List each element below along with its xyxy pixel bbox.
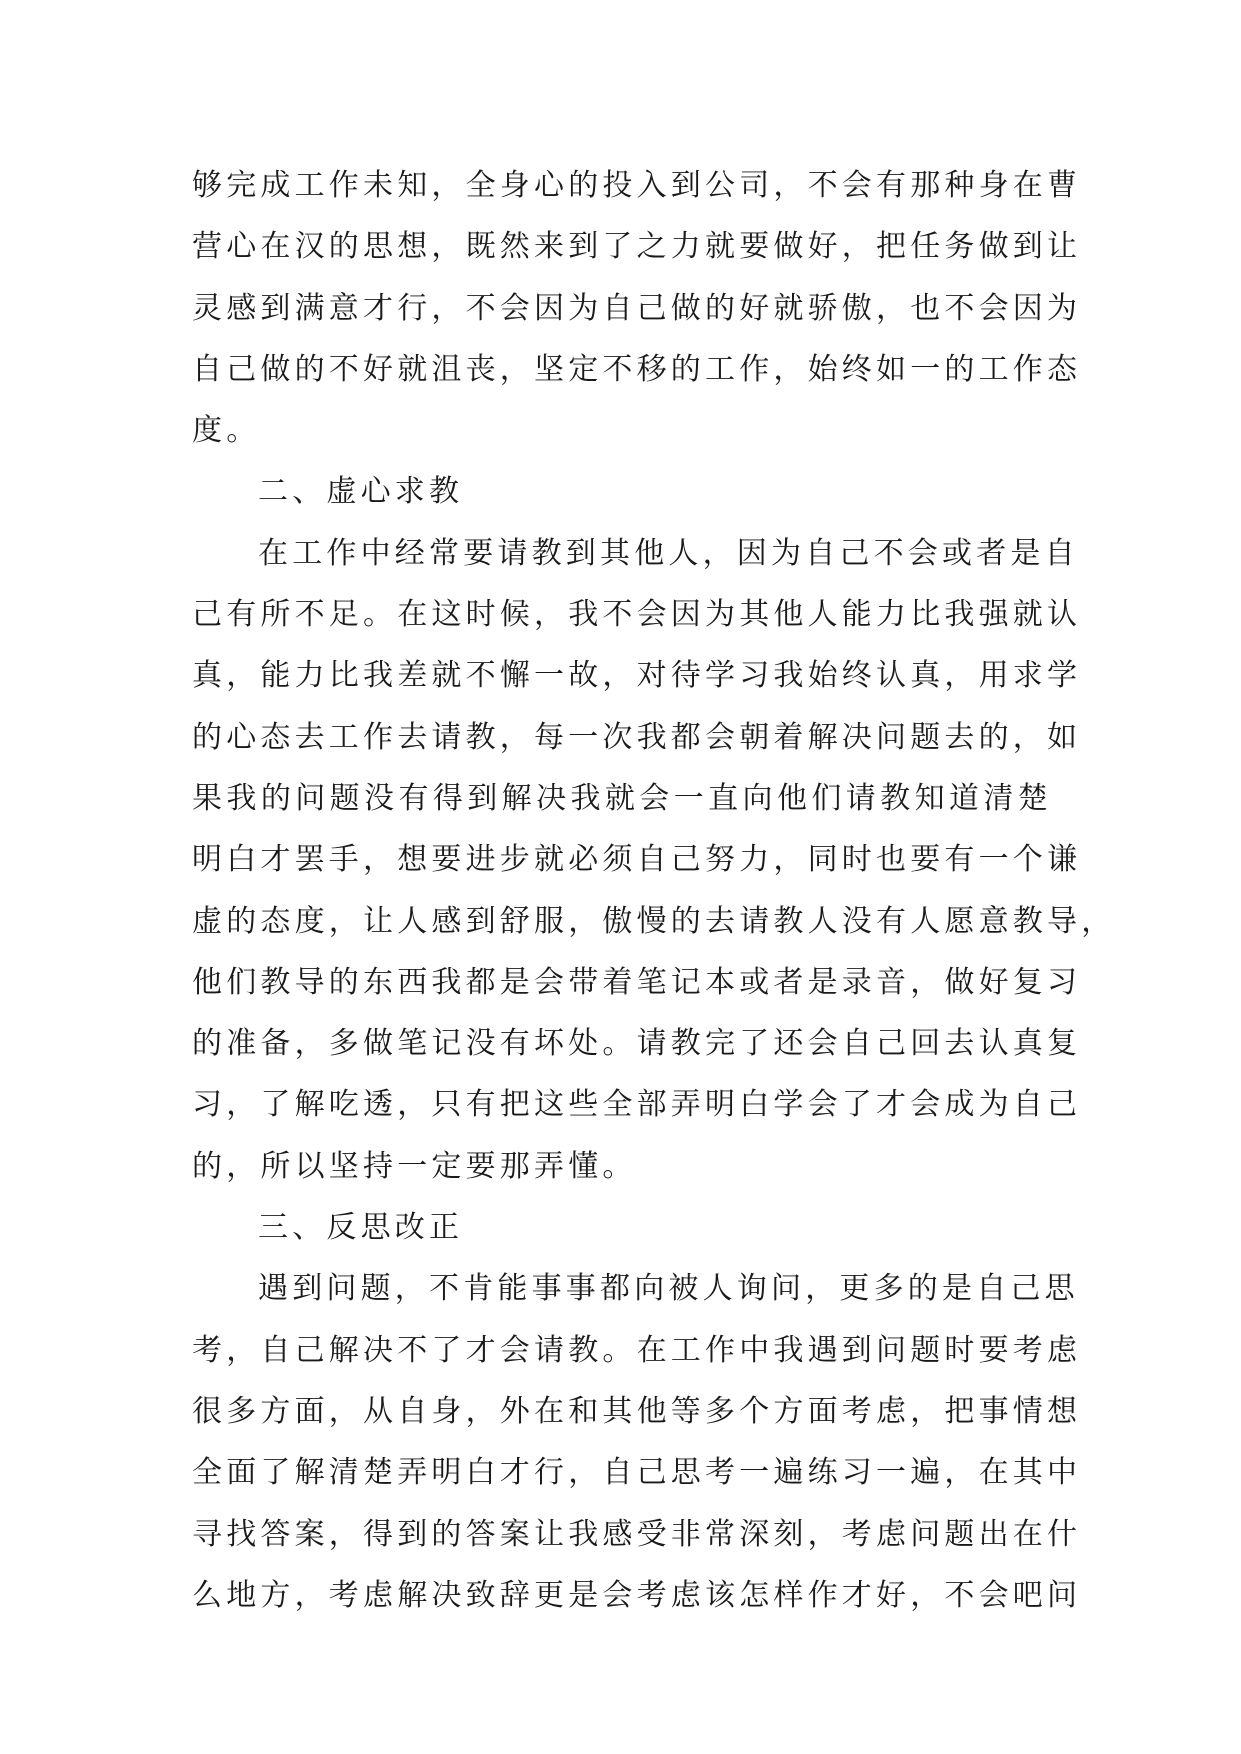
- paragraph-line: 度。: [192, 413, 261, 449]
- paragraph-line: 果我的问题没有得到解决我就会一直向他们请教知道清楚: [192, 780, 1052, 816]
- paragraph-line: 己有所不足。在这时候，我不会因为其他人能力比我强就认: [192, 597, 1082, 633]
- paragraph-line: 他们教导的东西我都是会带着笔记本或者是录音，做好复习: [192, 964, 1082, 1000]
- paragraph-line: 的心态去工作去请教，每一次我都会朝着解决问题去的，如: [192, 719, 1082, 755]
- paragraph-line: 在工作中经常要请教到其他人，因为自己不会或者是自: [258, 535, 1079, 571]
- paragraph-line: 习，了解吃透，只有把这些全部弄明白学会了才会成为自己: [192, 1087, 1082, 1123]
- paragraph-line: 考，自己解决不了才会请教。在工作中我遇到问题时要考虑: [192, 1332, 1082, 1368]
- paragraph-line: 明白才罢手，想要进步就必须自己努力，同时也要有一个谦: [192, 842, 1082, 878]
- section-heading: 二、虚心求教: [258, 474, 464, 510]
- paragraph-line: 很多方面，从自身，外在和其他等多个方面考虑，把事情想: [192, 1393, 1082, 1429]
- paragraph-line: 么地方，考虑解决致辞更是会考虑该怎样作才好，不会吧问: [192, 1577, 1082, 1613]
- paragraph-line: 虚的态度，让人感到舒服，傲慢的去请教人没有人愿意教导，: [192, 903, 1116, 939]
- paragraph-line: 遇到问题，不肯能事事都向被人询问，更多的是自己思: [258, 1271, 1079, 1307]
- paragraph-line: 够完成工作未知，全身心的投入到公司，不会有那种身在曹: [192, 168, 1082, 203]
- document-body: [192, 155, 1116, 1626]
- paragraph-line: 真，能力比我差就不懈一故，对待学习我始终认真，用求学: [192, 658, 1082, 694]
- paragraph-line: 的，所以坚持一定要那弄懂。: [192, 1148, 637, 1184]
- paragraph-line: 寻找答案，得到的答案让我感受非常深刻，考虑问题出在什: [192, 1516, 1082, 1552]
- paragraph-line: 营心在汉的思想，既然来到了之力就要做好，把任务做到让: [192, 229, 1082, 265]
- section-heading: 三、反思改正: [258, 1210, 464, 1246]
- paragraph-line: 全面了解清楚弄明白才行，自己思考一遍练习一遍，在其中: [192, 1455, 1082, 1491]
- paragraph-line: 自己做的不好就沮丧，坚定不移的工作，始终如一的工作态: [192, 351, 1082, 387]
- paragraph-line: 灵感到满意才行，不会因为自己做的好就骄傲，也不会因为: [192, 290, 1082, 326]
- paragraph-line: 的准备，多做笔记没有坏处。请教完了还会自己回去认真复: [192, 1026, 1082, 1062]
